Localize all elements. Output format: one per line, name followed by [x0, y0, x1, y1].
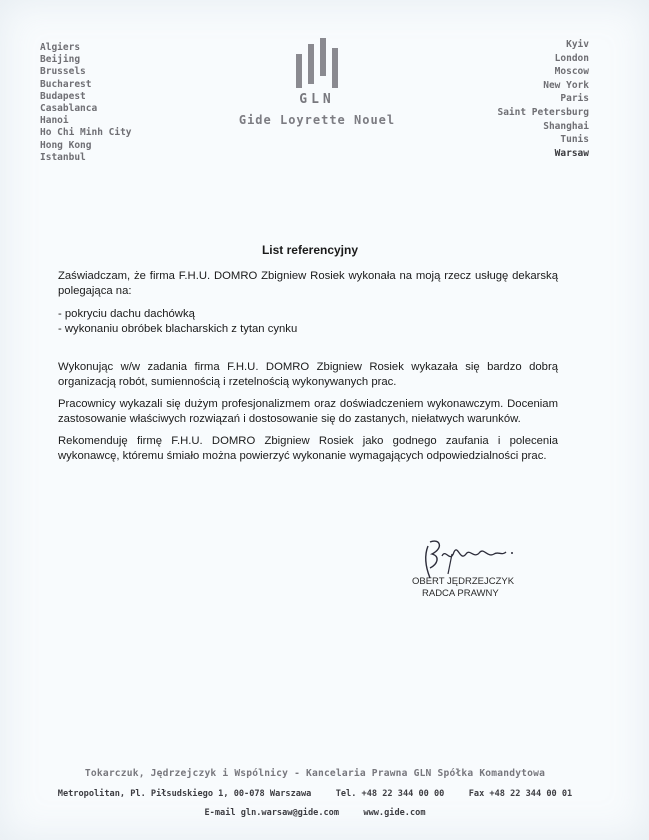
- office-city: London: [554, 52, 589, 64]
- footer-fax: Fax +48 22 344 00 01: [468, 789, 573, 799]
- office-city: New York: [543, 79, 589, 91]
- office-city: Istanbul: [40, 151, 86, 163]
- office-city: Kyiv: [566, 39, 589, 50]
- office-city: Ho Chi Minh City: [40, 127, 132, 139]
- office-city: Hong Kong: [40, 139, 92, 151]
- signatory-block: [412, 576, 514, 600]
- office-city: Bucharest: [40, 78, 92, 90]
- firm-logo: [237, 38, 397, 127]
- office-list-right: [497, 38, 589, 160]
- office-city: Hanoi: [40, 115, 69, 127]
- office-city: Moscow: [554, 66, 589, 78]
- office-city: Paris: [560, 93, 589, 105]
- letter-body: [58, 269, 558, 463]
- signatory-name: OBERT JĘDRZEJCZYK: [412, 576, 515, 587]
- logo-abbreviation: GLN: [299, 92, 335, 107]
- handwritten-signature: [418, 534, 528, 582]
- office-city: Beijing: [40, 54, 81, 66]
- footer-contact-line: [0, 789, 630, 799]
- office-city: Budapest: [40, 90, 86, 102]
- signatory-title: RADCA PRAWNY: [422, 588, 499, 599]
- paragraph-workers: Pracownicy wykazali się dużym profesjonalizmem oraz doświadczeniem wykonawczym. Doceniam zastosowanie właściwych rozwiązań i dostosowanie się do zastanych, niełatwych warunków.: [58, 398, 558, 425]
- office-city-current: Warsaw: [554, 147, 589, 159]
- footer-web-line: [0, 808, 630, 818]
- footer-email: E-mail gln.warsaw@gide.com: [204, 808, 340, 818]
- gln-bars-icon: [293, 38, 341, 88]
- office-city: Shanghai: [543, 120, 589, 132]
- logo-firm-name: Gide Loyrette Nouel: [238, 113, 396, 127]
- office-city: Casablanca: [40, 103, 98, 115]
- footer-firm-name: Tokarczuk, Jędrzejczyk i Wspólnicy - Kancelaria Prawna GLN Spółka Komandytowa: [84, 768, 546, 779]
- paragraph-recommendation: Rekomenduję firmę F.H.U. DOMRO Zbigniew Rosiek jako godnego zaufania i polecenia wykonawcę, któremu śmiało można powierzyć wykonanie wymagających odpowiedzialności prac.: [58, 435, 558, 462]
- service-item: - pokryciu dachu dachówką: [58, 308, 195, 320]
- footer-phone: Tel. +48 22 344 00 00: [335, 789, 445, 799]
- office-city: Brussels: [40, 66, 86, 78]
- footer-address: Metropolitan, Pl. Piłsudskiego 1, 00-078 Warszawa: [57, 789, 312, 799]
- office-list-left: [40, 42, 132, 164]
- office-city: Algiers: [40, 42, 81, 53]
- paragraph-quality: Wykonując w/w zadania firma F.H.U. DOMRO Zbigniew Rosiek wykazała się bardzo dobrą organizacją robót, sumiennością i rzetelnością wykonywanych prac.: [58, 361, 558, 388]
- office-city: Tunis: [560, 134, 589, 146]
- service-item: - wykonaniu obróbek blacharskich z tytan cynku: [58, 322, 298, 335]
- letter-title: List referencyjny: [261, 243, 359, 257]
- footer-website: www.gide.com: [363, 808, 426, 818]
- intro-paragraph: Zaświadczam, że firma F.H.U. DOMRO Zbigniew Rosiek wykonała na moją rzecz usługę dekarską polegająca na:: [58, 270, 558, 297]
- office-city: Saint Petersburg: [497, 106, 589, 118]
- letter-footer: [0, 768, 630, 818]
